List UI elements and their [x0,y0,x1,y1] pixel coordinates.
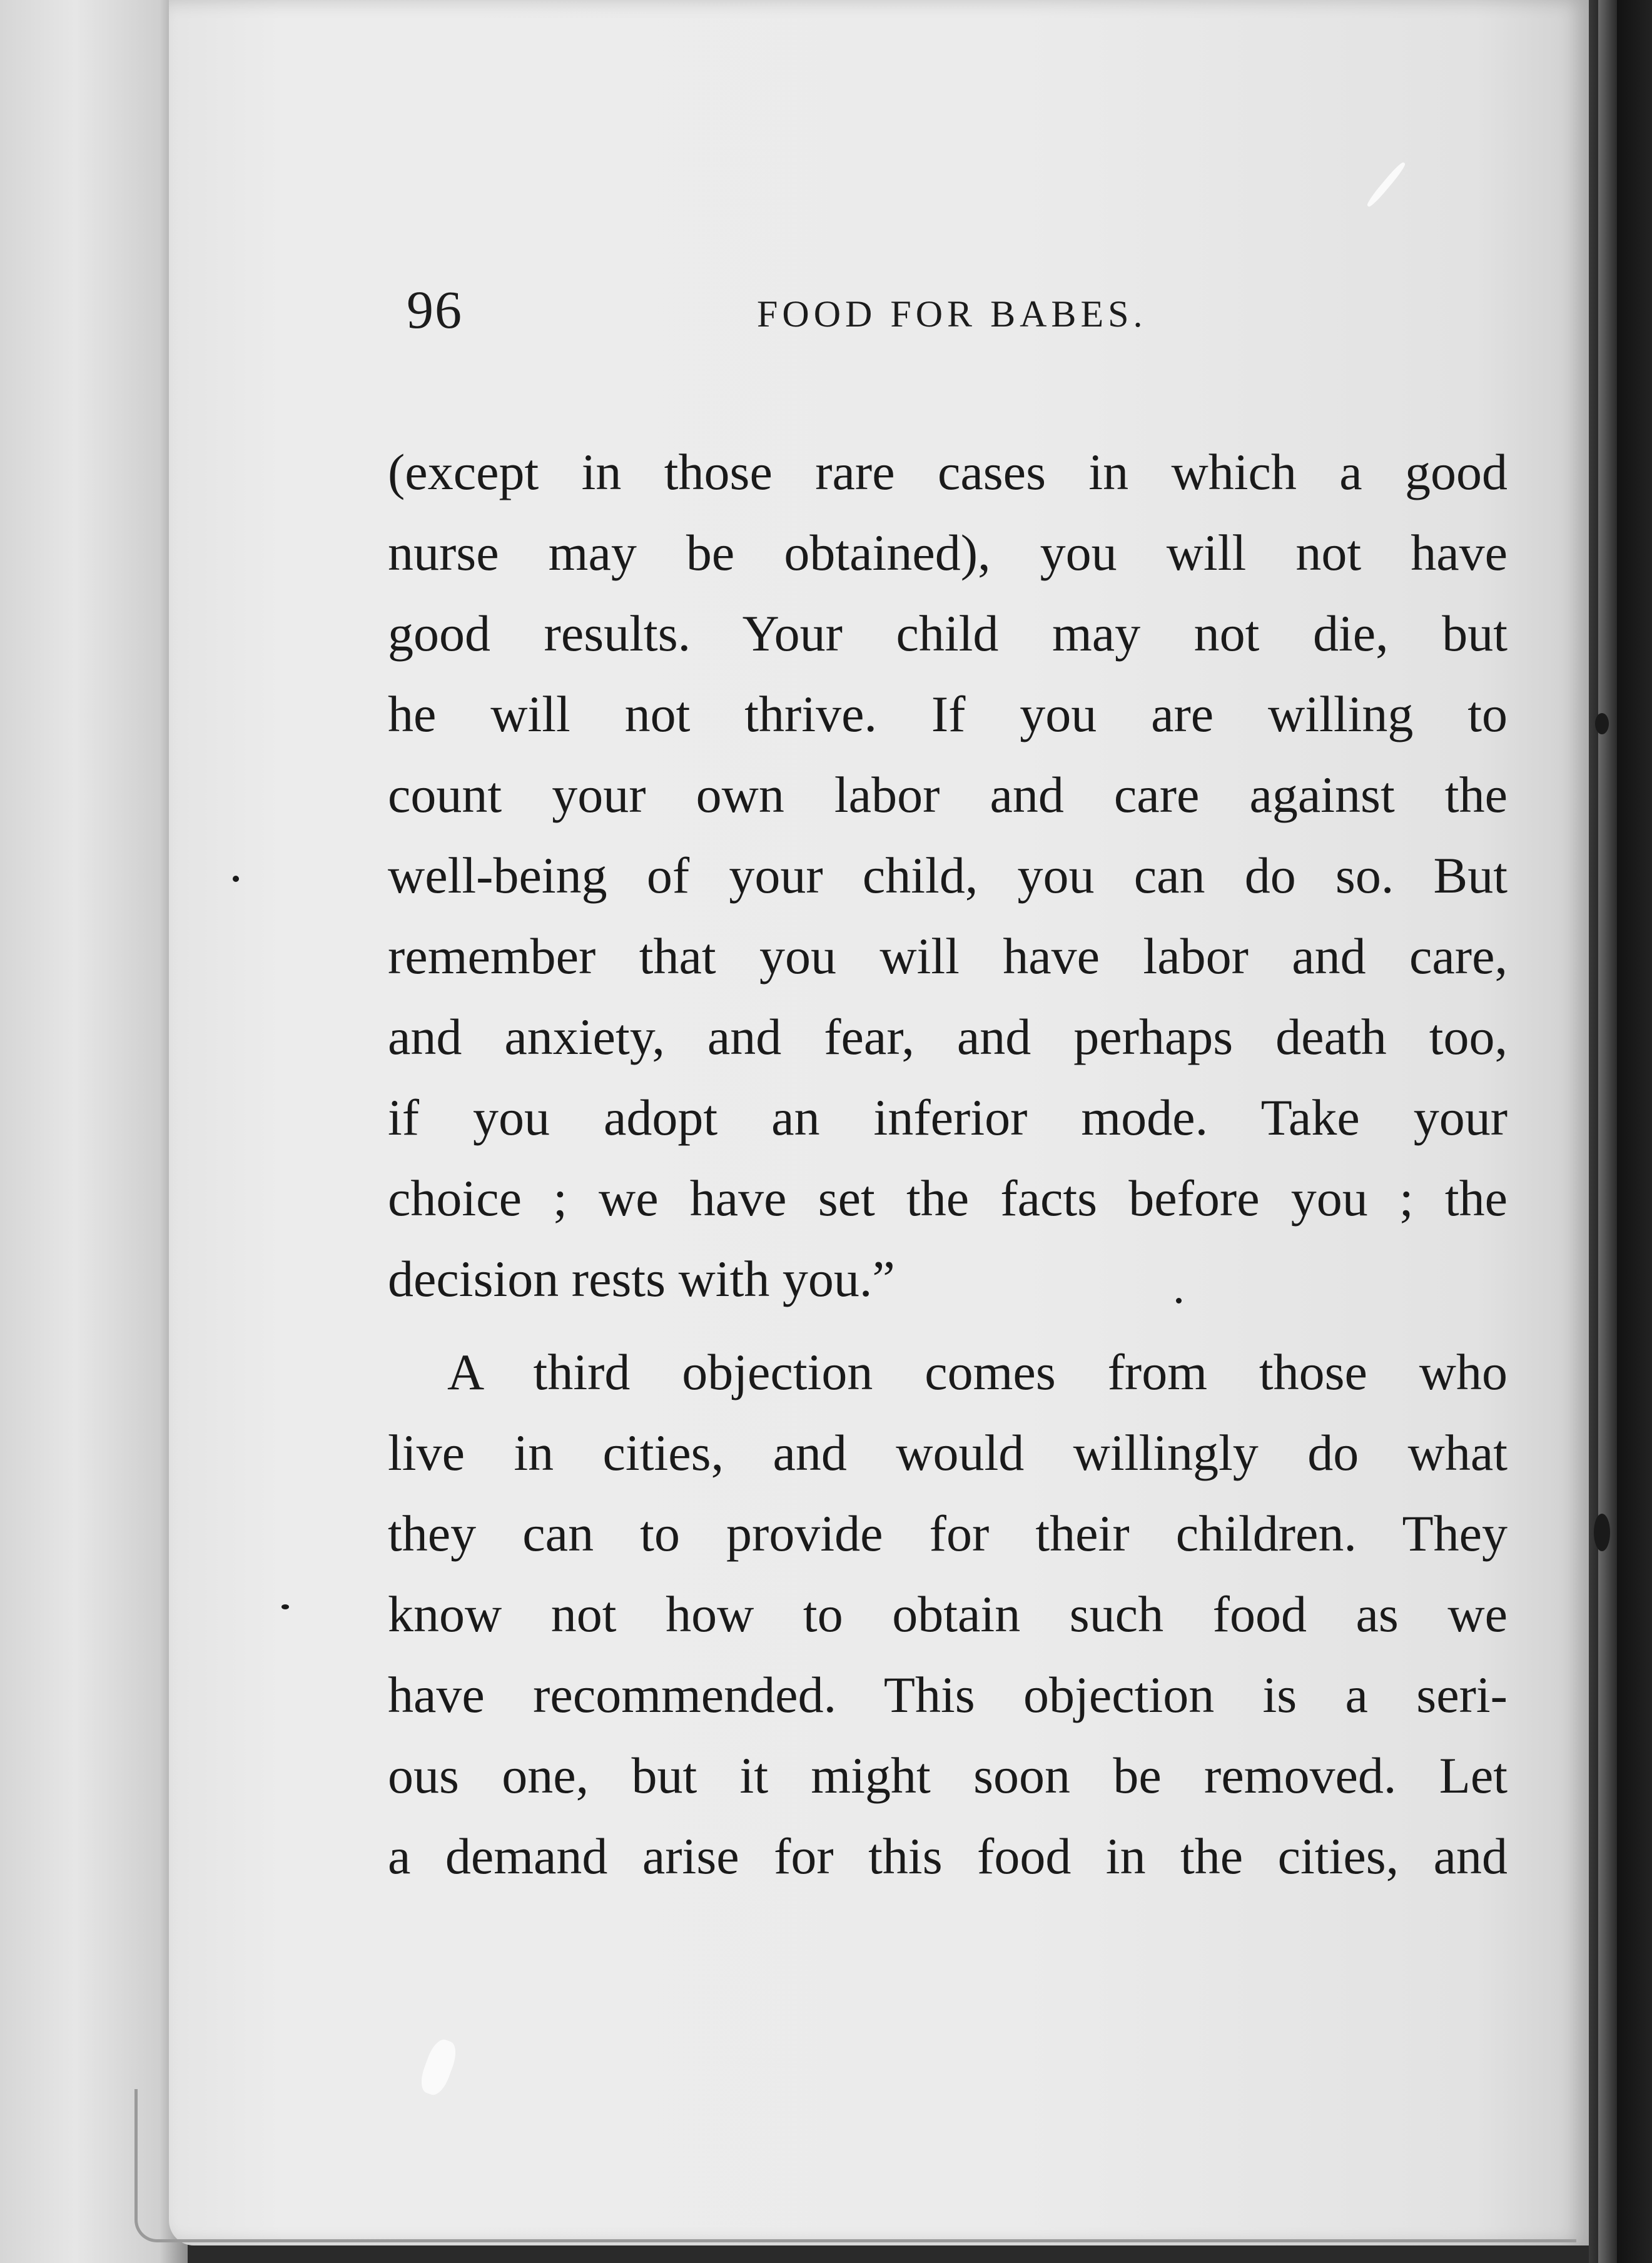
text-line: count your own labor and care against the [388,766,1508,823]
text-line: A third objection comes from those who [447,1344,1508,1400]
text-line: good results. Your child may not die, but [388,605,1508,662]
page-number: 96 [407,280,463,340]
text-line: (except in those rare cases in which a good [388,443,1508,500]
text-line: live in cities, and would willingly do what [388,1424,1508,1481]
text-line: ous one, but it might soon be removed. Let [388,1747,1508,1804]
paragraph [388,432,1508,1319]
text-line: have recommended. This objection is a seri- [388,1666,1508,1723]
book-cover-edge [0,0,188,2263]
scan-speck [281,1604,289,1609]
text-line: a demand arise for this food in the cities, and [388,1828,1508,1885]
text-line: choice ; we have set the facts before you ; the [388,1170,1508,1227]
body-text [388,432,1508,1896]
binding-shadow-highlight [1598,0,1617,2263]
text-line: know not how to obtain such food as we [388,1586,1508,1643]
text-line: well-being of your child, you can do so. But [388,847,1508,904]
text-line: nurse may be obtained), you will not have [388,524,1508,581]
running-head: FOOD FOR BABES. [757,293,1147,335]
scan-speck [1594,1514,1610,1551]
text-line: if you adopt an inferior mode. Take your [388,1089,1508,1146]
text-line: he will not thrive. If you are willing to [388,686,1508,742]
text-line: and anxiety, and fear, and perhaps death too, [388,1008,1508,1065]
paragraph [388,1332,1508,1896]
page-edge-line [134,2089,1576,2242]
scan-speck [233,876,239,882]
text-line: decision rests with you.” [388,1250,895,1307]
paragraph-gap [388,1319,1508,1332]
scan-speck [1595,713,1609,734]
text-line: remember that you will have labor and care, [388,928,1508,985]
text-line: they can to provide for their children. They [388,1505,1508,1562]
page-header [407,275,1501,357]
